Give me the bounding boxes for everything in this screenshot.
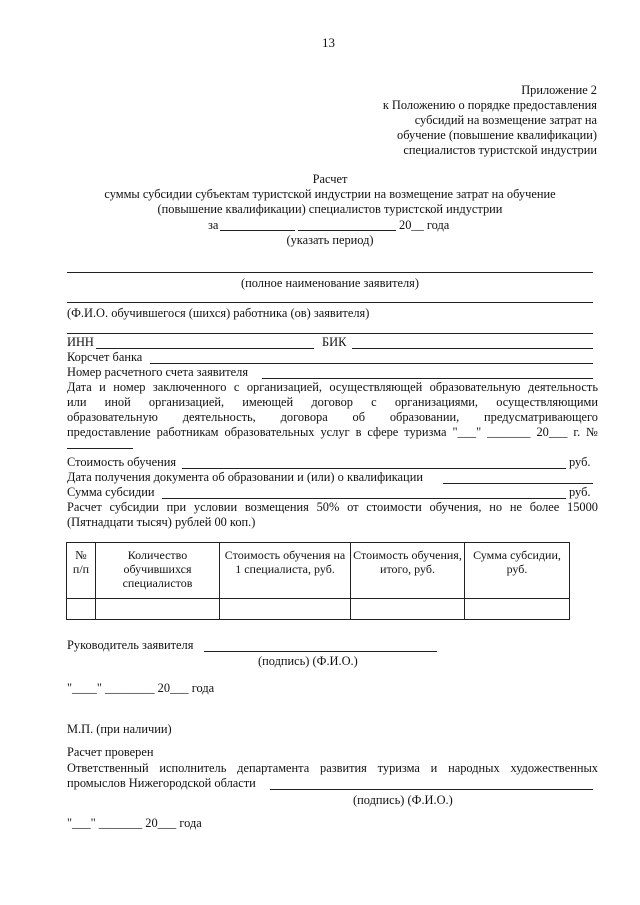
contract-line-1: Дата и номер заключенного с организацией, осуществляющей образовательную деятельность — [67, 380, 598, 394]
checked-label: Расчет проверен — [67, 745, 154, 759]
table-header-row — [67, 543, 570, 599]
appendix-line-2: к Положению о порядке предоставления — [382, 98, 597, 112]
date-line-1: "____" ________ 20___ года — [67, 681, 215, 695]
korschet-field — [150, 363, 593, 364]
period-blank-1 — [220, 230, 295, 231]
header-subsidy-amount: Сумма субсидии, руб. — [465, 543, 570, 599]
header-total-cost: Стоимость обучения, итого, руб. — [351, 543, 465, 599]
applicant-name-line — [67, 272, 593, 273]
header-trainees-count: Количество обучившихся специалистов — [96, 543, 220, 599]
bik-label: БИК — [322, 335, 347, 349]
account-field — [262, 378, 593, 379]
trainee-hint: (Ф.И.О. обучившегося (шихся) работника (ов) заявителя) — [67, 306, 370, 320]
head-signature-line — [204, 651, 437, 652]
inn-field — [96, 348, 314, 349]
doc-date-label: Дата получения документа об образовании и (или) о квалификации — [67, 470, 423, 484]
executor-signature-line — [270, 789, 593, 790]
applicant-name-hint: (полное наименование заявителя) — [240, 276, 420, 290]
bik-field — [352, 348, 593, 349]
inn-label: ИНН — [67, 335, 94, 349]
title-line-1: Расчет — [312, 172, 348, 186]
subsidy-label: Сумма субсидии — [67, 485, 155, 499]
cost-unit: руб. — [569, 455, 591, 469]
korschet-label: Корсчет банка — [67, 350, 143, 364]
contract-line-3: образовательную деятельность, договора об образовании, предусматривающего — [67, 410, 598, 424]
period-blank-2 — [298, 230, 396, 231]
table-row — [67, 599, 570, 620]
header-number: № п/п — [67, 543, 96, 599]
cost-label: Стоимость обучения — [67, 455, 177, 469]
executor-line-2: промыслов Нижегородской области — [67, 776, 256, 790]
subsidy-unit: руб. — [569, 485, 591, 499]
account-label: Номер расчетного счета заявителя — [67, 365, 249, 379]
appendix-line-3: субсидий на возмещение затрат на — [414, 113, 597, 127]
doc-date-field — [443, 483, 593, 484]
date-line-2: "___" _______ 20___ года — [67, 816, 202, 830]
period-year: 20__ года — [399, 218, 450, 232]
head-signature-hint: (подпись) (Ф.И.О.) — [258, 654, 358, 668]
cost-field — [182, 468, 566, 469]
executor-signature-hint: (подпись) (Ф.И.О.) — [353, 793, 453, 807]
subsidy-table — [66, 542, 570, 620]
contract-line-2: или иной организацией, имеющей договор с организациями, осуществляющими — [67, 395, 598, 409]
appendix-line-5: специалистов туристской индустрии — [403, 143, 597, 157]
appendix-line-1: Приложение 2 — [521, 83, 597, 97]
stamp-label: М.П. (при наличии) — [67, 722, 172, 736]
table-cell — [96, 599, 220, 620]
title-line-3: (повышение квалификации) специалистов туристской индустрии — [157, 202, 503, 216]
table-cell — [220, 599, 351, 620]
head-label: Руководитель заявителя — [67, 638, 194, 652]
table-cell — [351, 599, 465, 620]
page-number: 13 — [322, 35, 335, 50]
period-hint: (указать период) — [286, 233, 374, 247]
trainee-line — [67, 302, 593, 303]
contract-line-4: предоставление работникам образовательных услуг в сфере туризма "___" _______ 20___ г. № — [67, 425, 598, 439]
contract-number-line — [67, 448, 133, 449]
period-prefix: за — [208, 218, 219, 232]
table-cell — [465, 599, 570, 620]
trainee-line-2 — [67, 333, 593, 334]
header-cost-per-specialist: Стоимость обучения на 1 специалиста, руб. — [220, 543, 351, 599]
title-line-2: суммы субсидии субъектам туристской индустрии на возмещение затрат на обучение — [104, 187, 556, 201]
calc-line-2: (Пятнадцати тысяч) рублей 00 коп.) — [67, 515, 256, 529]
appendix-line-4: обучение (повышение квалификации) — [397, 128, 597, 142]
table-cell — [67, 599, 96, 620]
calc-line-1: Расчет субсидии при условии возмещения 50% от стоимости обучения, но не более 15000 — [67, 500, 598, 514]
subsidy-field — [162, 498, 566, 499]
executor-line-1: Ответственный исполнитель департамента развития туризма и народных художественных — [67, 761, 598, 775]
